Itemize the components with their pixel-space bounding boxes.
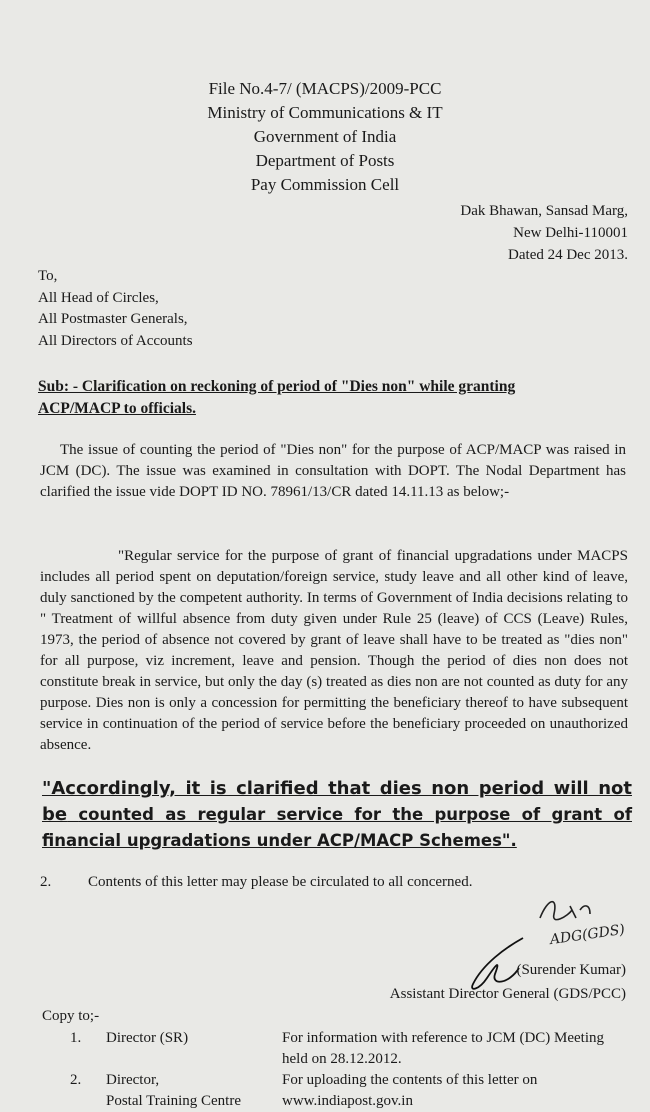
subject-line-1: Sub: - Clarification on reckoning of period of "Dies non" while granting xyxy=(38,378,516,395)
paragraph-1: The issue of counting the period of "Dies non" for the purpose of ACP/MACP was raised in JCM (DC). The issue was examined in consultation with DOPT. The Nodal Department has clarified the issue vide DOPT ID NO. 78961/13/CR dated 14.11.13 as below;- xyxy=(40,442,626,500)
address-line-2: New Delhi-110001 xyxy=(513,225,628,241)
point-number: 2. xyxy=(40,874,52,890)
government-name: Government of India xyxy=(253,127,397,146)
copy-item-1 xyxy=(70,1028,630,1072)
signature-block xyxy=(390,958,626,1006)
emphasis-rest: counted as regular service for the purpose of grant of financial upgradations under ACP/MACP Schemes". xyxy=(42,805,632,850)
point-text: Contents of this letter may please be circulated to all concerned. xyxy=(88,874,473,890)
signatory-name: (Surender Kumar) xyxy=(516,962,626,978)
recipient-line: All Head of Circles, xyxy=(38,289,159,306)
recipient-block xyxy=(38,266,193,352)
copy-item-number: 2. xyxy=(70,1072,82,1088)
to-label: To, xyxy=(38,268,58,284)
adg-note: ADG(GDS) xyxy=(548,921,626,948)
copy-item-description: For information with reference to JCM (DC) Meeting held on 28.12.2012. xyxy=(282,1030,605,1067)
copy-item-name: Director (SR) xyxy=(106,1030,189,1046)
cell-name: Pay Commission Cell xyxy=(250,175,400,194)
letter-date: Dated 24 Dec 2013. xyxy=(508,247,628,263)
subject-block xyxy=(38,376,618,420)
initials-signature-icon xyxy=(520,888,630,948)
recipient-line: All Directors of Accounts xyxy=(38,332,193,349)
quoted-clarification: "Regular service for the purpose of grant of financial upgradations under MACPS includes all period spent on deputation/foreign service, study leave and all other kind of leave, duly sanctioned by the competent authority. In terms of Government of India decisions relating to " Treatment of willful absence from duty given under Rule 25 (leave) of CCS (Leave) Rules, 1973, the period of absence not covered by grant of leave shall have to be treated as "dies non" for all purpose, viz increment, leave and pension. Though the period of dies non does not constitute break in service, but only the day (s) treated as dies non are not counted as duty for any purpose. Dies non is only a concession for permitting the beneficiary thereof to have subsequent service in continuation of the period of service before the beneficiary proceeded on unauthorized absence. xyxy=(40,548,628,753)
subject-line-2: ACP/MACP to officials. xyxy=(38,400,196,417)
recipient-line: All Postmaster Generals, xyxy=(38,311,188,327)
address-line-1: Dak Bhawan, Sansad Marg, xyxy=(460,203,628,219)
department-name: Department of Posts xyxy=(255,151,395,170)
copy-item-description: For uploading the contents of this letter on www.indiapost.gov.in xyxy=(282,1072,538,1109)
point-2 xyxy=(40,872,472,892)
emphasis-line-1: "Accordingly, it is clarified that dies non period will not be xyxy=(42,778,632,825)
copy-item-2 xyxy=(70,1070,630,1110)
ministry-name: Ministry of Communications & IT xyxy=(207,103,443,122)
emphasized-conclusion xyxy=(42,776,632,854)
copy-item-number: 1. xyxy=(70,1030,82,1046)
copy-item-name: Director, Postal Training Centre xyxy=(106,1072,242,1109)
file-number: File No.4-7/ (MACPS)/2009-PCC xyxy=(208,79,442,98)
signatory-designation: Assistant Director General (GDS/PCC) xyxy=(389,986,626,1002)
copy-to-heading: Copy to;- xyxy=(42,1008,100,1024)
address-block xyxy=(460,200,628,266)
